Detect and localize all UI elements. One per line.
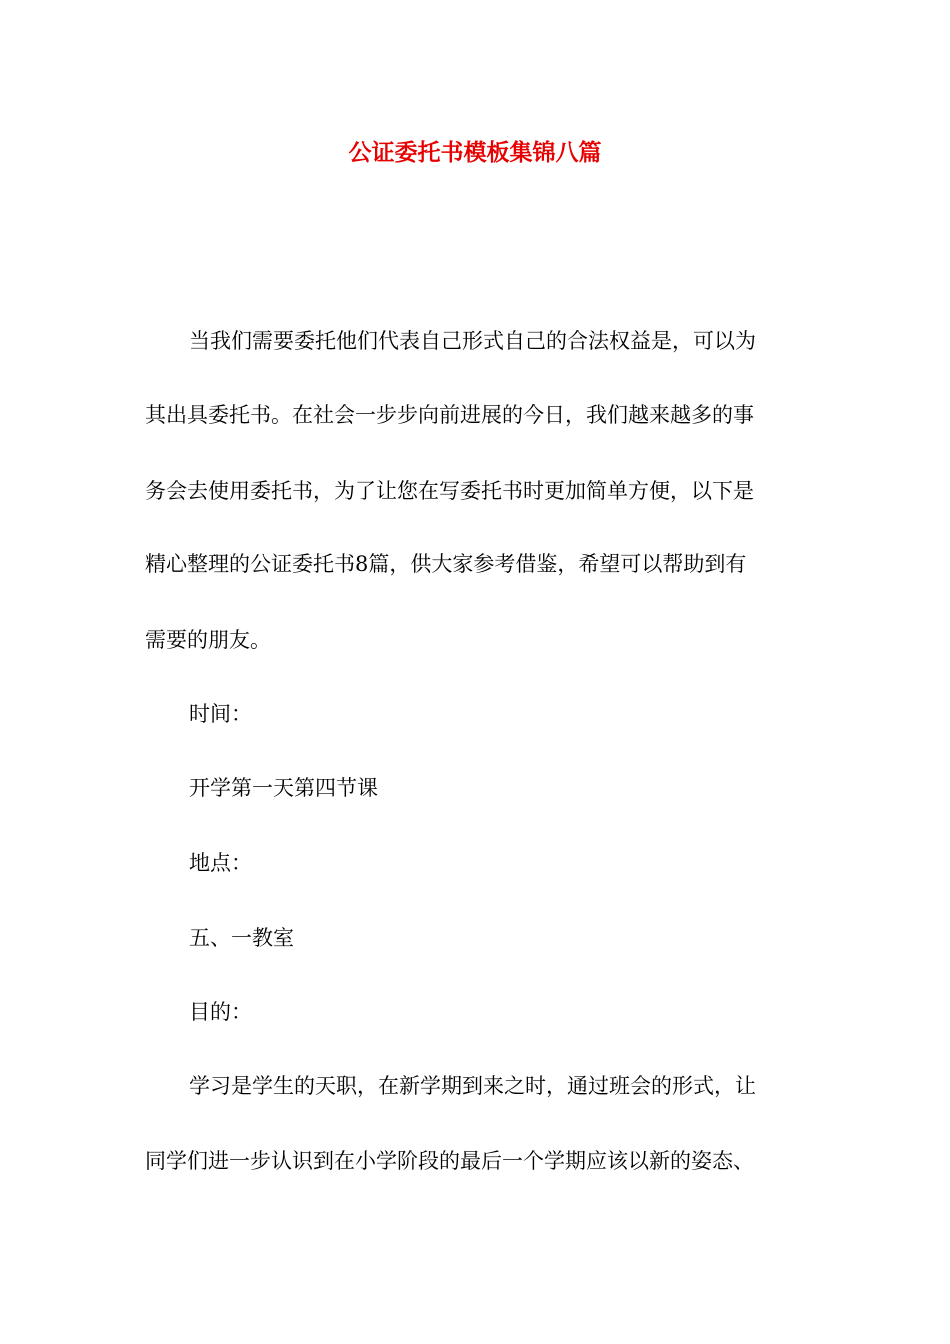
paragraph-line: 需要的朋友。 <box>145 628 271 652</box>
paragraph-line: 同学们进一步认识到在小学阶段的最后一个学期应该以新的姿态、 <box>145 1149 754 1173</box>
time-label: 时间： <box>189 702 252 726</box>
paragraph-line: 当我们需要委托他们代表自己形式自己的合法权益是，可以为 <box>189 329 756 353</box>
location-value: 五、一教室 <box>189 926 294 950</box>
purpose-label: 目的： <box>189 1000 252 1024</box>
paragraph-line: 其出具委托书。在社会一步步向前进展的今日，我们越来越多的事 <box>145 403 754 427</box>
document-title: 公证委托书模板集锦八篇 <box>348 139 602 166</box>
paragraph-line: 精心整理的公证委托书8篇，供大家参考借鉴，希望可以帮助到有 <box>145 552 747 576</box>
location-label: 地点： <box>189 851 252 875</box>
paragraph-line: 学习是学生的天职，在新学期到来之时，通过班会的形式，让 <box>189 1074 756 1098</box>
time-value: 开学第一天第四节课 <box>189 776 378 800</box>
paragraph-line: 务会去使用委托书，为了让您在写委托书时更加简单方便，以下是 <box>145 479 754 503</box>
